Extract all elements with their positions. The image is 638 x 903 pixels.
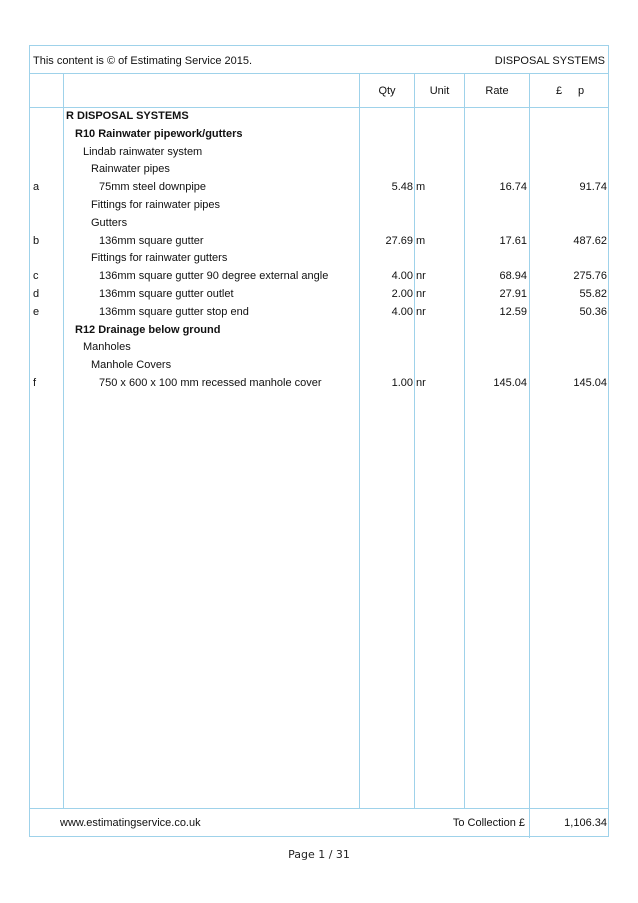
row-description: 136mm square gutter stop end xyxy=(99,305,249,318)
row-rate: 17.61 xyxy=(499,234,527,247)
page-number: Page 1 / 31 xyxy=(288,848,350,861)
row-description: Manhole Covers xyxy=(91,359,172,372)
collection-total: 1,106.34 xyxy=(564,817,607,829)
row-description: Manholes xyxy=(83,341,131,354)
row-ref: f xyxy=(33,377,37,389)
row-total: 55.82 xyxy=(579,288,607,300)
row-ref: b xyxy=(33,234,40,247)
row-total: 275.76 xyxy=(573,270,607,283)
row-qty: 2.00 xyxy=(391,288,413,300)
row-qty: 27.69 xyxy=(385,234,413,247)
row-description: Fittings for rainwater pipes xyxy=(91,199,220,211)
row-qty: 1.00 xyxy=(391,377,413,389)
row-ref: e xyxy=(33,305,40,318)
row-description: Rainwater pipes xyxy=(91,163,170,176)
row-description: Lindab rainwater system xyxy=(83,145,203,158)
footer-divider xyxy=(29,808,609,809)
row-rate: 68.94 xyxy=(499,270,527,283)
row-unit: m xyxy=(416,234,426,247)
row-description: 136mm square gutter outlet xyxy=(99,288,234,300)
row-description: Gutters xyxy=(91,216,128,229)
row-unit: nr xyxy=(416,288,426,300)
website-link[interactable]: www.estimatingservice.co.uk xyxy=(60,817,201,829)
row-total: 91.74 xyxy=(579,181,607,194)
row-description: R12 Drainage below ground xyxy=(75,323,221,336)
header-divider xyxy=(29,73,609,74)
row-unit: nr xyxy=(416,305,426,318)
row-unit: nr xyxy=(416,377,426,389)
row-description: 75mm steel downpipe xyxy=(99,181,207,194)
row-qty: 4.00 xyxy=(391,305,413,318)
column-header-pounds: £ xyxy=(556,85,563,97)
row-description: 136mm square gutter 90 degree external angle xyxy=(99,270,329,283)
row-qty: 4.00 xyxy=(391,270,413,283)
row-rate: 27.91 xyxy=(499,288,527,300)
row-description: 136mm square gutter xyxy=(99,234,204,247)
section-title: DISPOSAL SYSTEMS xyxy=(494,55,605,67)
row-total: 487.62 xyxy=(573,234,607,247)
row-total: 50.36 xyxy=(579,305,607,318)
ref-column-divider xyxy=(63,74,64,808)
row-description: R10 Rainwater pipework/gutters xyxy=(75,127,243,140)
row-rate: 145.04 xyxy=(493,377,527,389)
row-unit: nr xyxy=(416,270,426,283)
row-rate: 12.59 xyxy=(499,305,527,318)
column-header-rate: Rate xyxy=(485,85,509,97)
row-description: Fittings for rainwater gutters xyxy=(91,252,228,265)
row-total: 145.04 xyxy=(573,377,607,389)
row-ref: d xyxy=(33,288,40,300)
row-unit: m xyxy=(416,181,426,194)
row-rate: 16.74 xyxy=(499,181,527,194)
unit-column-divider xyxy=(414,74,415,808)
column-header-pence: p xyxy=(578,85,585,97)
column-header-qty: Qty xyxy=(378,85,396,97)
column-header-unit: Unit xyxy=(429,85,450,97)
collection-label: To Collection £ xyxy=(452,817,525,829)
row-ref: c xyxy=(33,270,39,283)
row-ref: a xyxy=(33,181,40,194)
column-header-divider xyxy=(29,107,609,108)
row-description: 750 x 600 x 100 mm recessed manhole cover xyxy=(99,377,322,389)
copyright-notice: This content is © of Estimating Service 2015. xyxy=(33,55,253,67)
row-qty: 5.48 xyxy=(391,181,413,194)
row-description: R DISPOSAL SYSTEMS xyxy=(66,110,189,122)
